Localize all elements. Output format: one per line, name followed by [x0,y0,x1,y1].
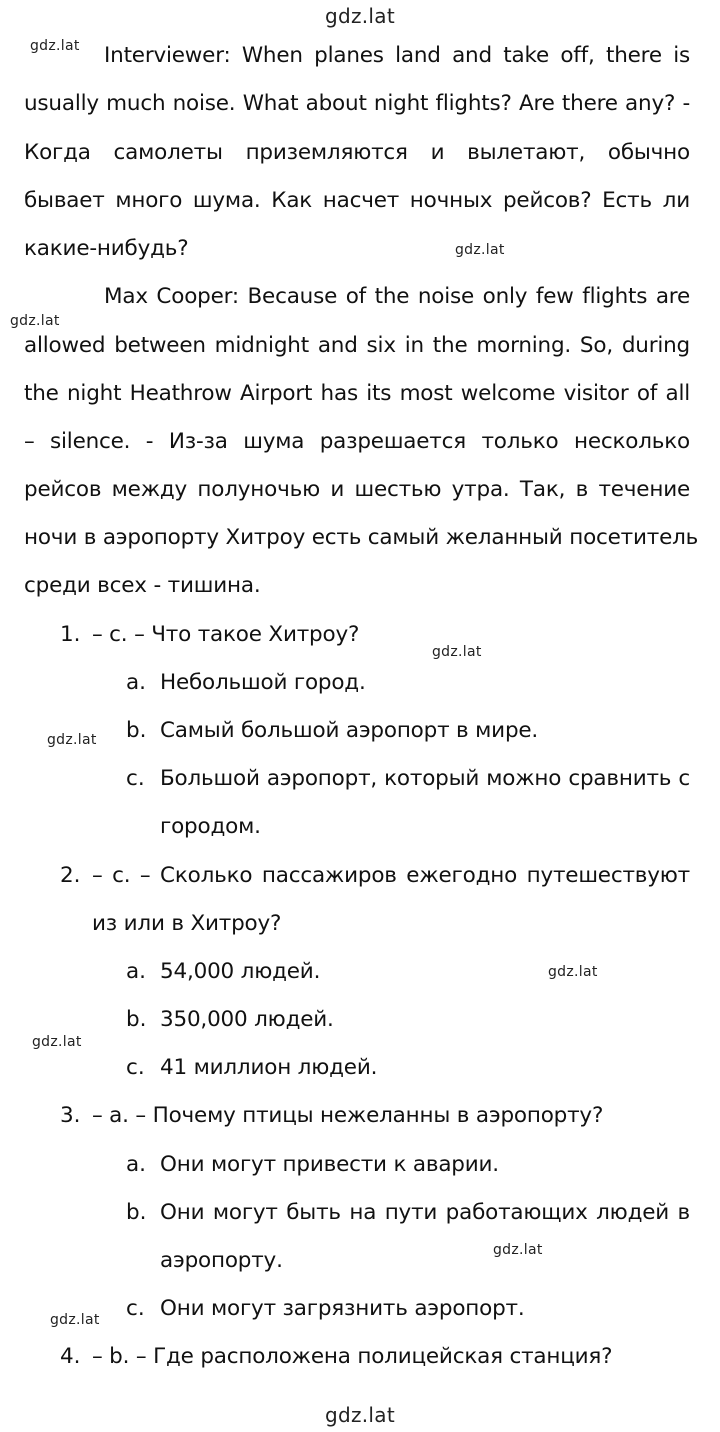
option-text: аэропорту. [160,1248,283,1273]
option-letter: b. [126,1200,147,1225]
watermark-top: gdz.lat [324,4,395,28]
question-text: – c. – Что такое Хитроу? [92,622,360,647]
paragraph-line: Max Cooper: Because of the noise only few flights are [104,284,690,309]
watermark: gdz.lat [432,644,482,660]
option-text: 54,000 людей. [160,959,321,984]
paragraph-line: usually much noise. What about night flights? Are there any? - [24,91,690,116]
question-number: 4. [60,1344,81,1369]
option-text: городом. [160,814,261,839]
watermark: gdz.lat [50,1312,100,1328]
option-letter: a. [126,959,147,984]
option-text: Небольшой город. [160,670,366,695]
watermark: gdz.lat [10,313,60,329]
option-letter: c. [126,1296,145,1321]
watermark: gdz.lat [455,242,505,258]
paragraph-line: какие-нибудь? [24,236,189,261]
paragraph-line: Interviewer: When planes land and take off, there is [104,43,690,68]
paragraph-line: – silence. - Из-за шума разрешается только несколько [24,429,690,454]
watermark: gdz.lat [548,964,598,980]
option-letter: c. [126,1055,145,1080]
question-text: – a. – Почему птицы нежеланны в аэропорту? [92,1103,604,1128]
watermark: gdz.lat [30,38,80,54]
paragraph-line: allowed between midnight and six in the morning. So, during [24,333,690,358]
paragraph-line: Когда самолеты приземляются и вылетают, обычно [24,140,690,165]
option-text: Они могут привести к аварии. [160,1152,499,1177]
paragraph-line: бывает много шума. Как насчет ночных рейсов? Есть ли [24,188,690,213]
question-number: 2. [60,863,81,888]
paragraph-line: the night Heathrow Airport has its most welcome visitor of all [24,381,690,406]
watermark: gdz.lat [32,1034,82,1050]
watermark: gdz.lat [493,1242,543,1258]
option-text: Они могут быть на пути работающих людей в [160,1200,690,1225]
option-text: 350,000 людей. [160,1007,334,1032]
option-letter: b. [126,1007,147,1032]
paragraph-line: рейсов между полуночью и шестью утра. Так, в течение [24,477,690,502]
option-letter: a. [126,670,147,695]
question-number: 3. [60,1103,81,1128]
paragraph-line: ночи в аэропорту Хитроу есть самый желанный посетитель [24,525,699,550]
question-text: – c. – Сколько пассажиров ежегодно путешествуют [92,863,690,888]
question-text: из или в Хитроу? [92,911,282,936]
watermark-bottom: gdz.lat [324,1403,395,1427]
option-text: 41 миллион людей. [160,1055,378,1080]
option-text: Большой аэропорт, который можно сравнить с [160,766,690,791]
question-number: 1. [60,622,81,647]
question-text: – b. – Где расположена полицейская станция? [92,1344,613,1369]
option-letter: b. [126,718,147,743]
option-text: Они могут загрязнить аэропорт. [160,1296,525,1321]
option-letter: c. [126,766,145,791]
option-text: Самый большой аэропорт в мире. [160,718,539,743]
option-letter: a. [126,1152,147,1177]
watermark: gdz.lat [47,732,97,748]
paragraph-line: среди всех - тишина. [24,573,261,598]
